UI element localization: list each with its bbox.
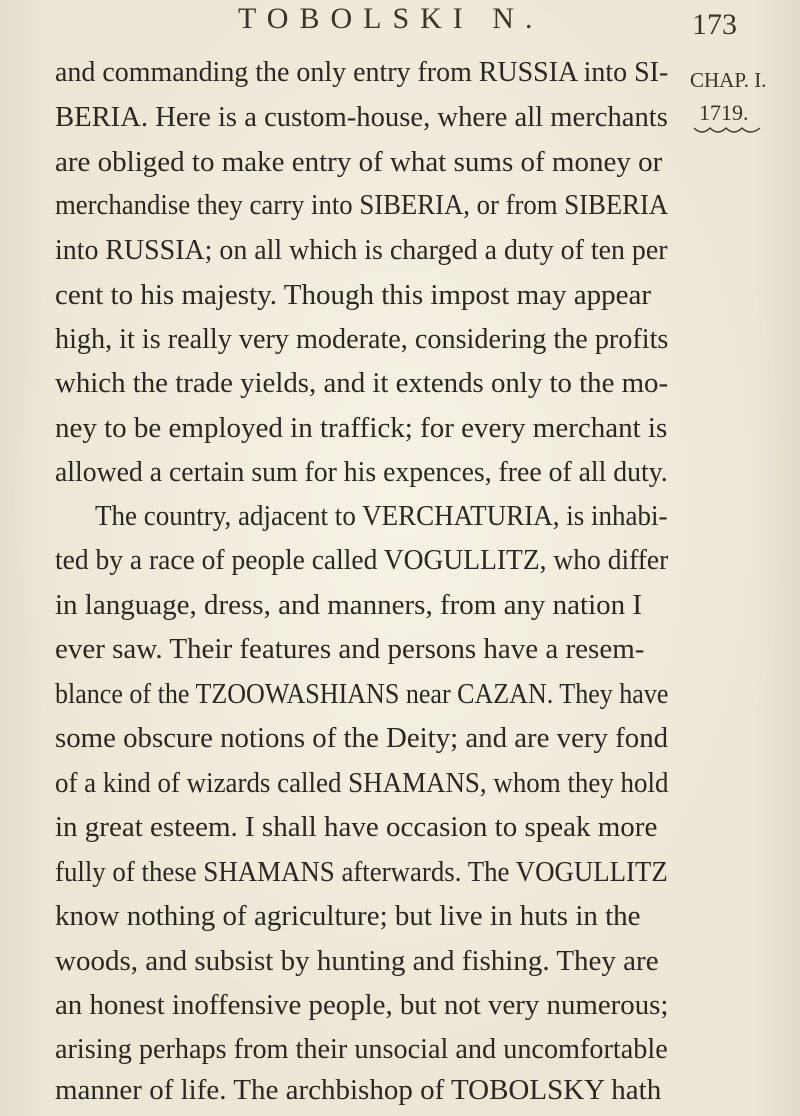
- body-line: high, it is really very moderate, considering the profits: [55, 323, 669, 355]
- body-line: of a kind of wizards called SHAMANS, whom they hold: [55, 767, 669, 799]
- margin-year-note: 1719.: [699, 100, 749, 125]
- body-line: which the trade yields, and it extends only to the mo-: [55, 367, 669, 399]
- page-number: 173: [692, 8, 737, 41]
- running-head: TOBOLSKI N.: [238, 2, 544, 35]
- body-line: into RUSSIA; on all which is charged a duty of ten per: [55, 234, 668, 266]
- body-line: in language, dress, and manners, from any nation I: [55, 589, 643, 621]
- body-line: The country, adjacent to VERCHATURIA, is inhabi-: [95, 500, 668, 532]
- body-line: an honest inoffensive people, but not very numerous;: [55, 989, 669, 1021]
- body-line: manner of life. The archbishop of TOBOLSKY hath: [55, 1074, 662, 1106]
- body-line: some obscure notions of the Deity; and are very fond: [55, 722, 669, 754]
- body-line: and commanding the only entry from RUSSIA into SI-: [55, 56, 669, 88]
- body-line: ted by a race of people called VOGULLITZ, who differ: [55, 544, 669, 576]
- body-line: merchandise they carry into SIBERIA, or from SIBERIA: [55, 189, 669, 221]
- body-line: blance of the TZOOWASHIANS near CAZAN. They have: [55, 678, 669, 710]
- body-line: know nothing of agriculture; but live in huts in the: [55, 900, 641, 932]
- body-line: allowed a certain sum for his expences, free of all duty.: [55, 456, 668, 488]
- body-line: woods, and subsist by hunting and fishing. They are: [55, 945, 659, 977]
- body-line: arising perhaps from their unsocial and uncomfortable: [55, 1033, 668, 1065]
- body-line: cent to his majesty. Though this impost may appear: [55, 279, 652, 311]
- body-line: BERIA. Here is a custom-house, where all merchants: [55, 101, 668, 133]
- year-brace-ornament: [692, 126, 762, 136]
- margin-chapter-note: CHAP. I.: [690, 68, 767, 92]
- body-line: ney to be employed in traffick; for every merchant is: [55, 412, 668, 444]
- body-line: fully of these SHAMANS afterwards. The VOGULLITZ: [55, 856, 668, 888]
- body-line: are obliged to make entry of what sums of money or: [55, 146, 663, 178]
- body-line: ever saw. Their features and persons have a resem-: [55, 633, 645, 665]
- body-line: in great esteem. I shall have occasion to speak more: [55, 811, 658, 843]
